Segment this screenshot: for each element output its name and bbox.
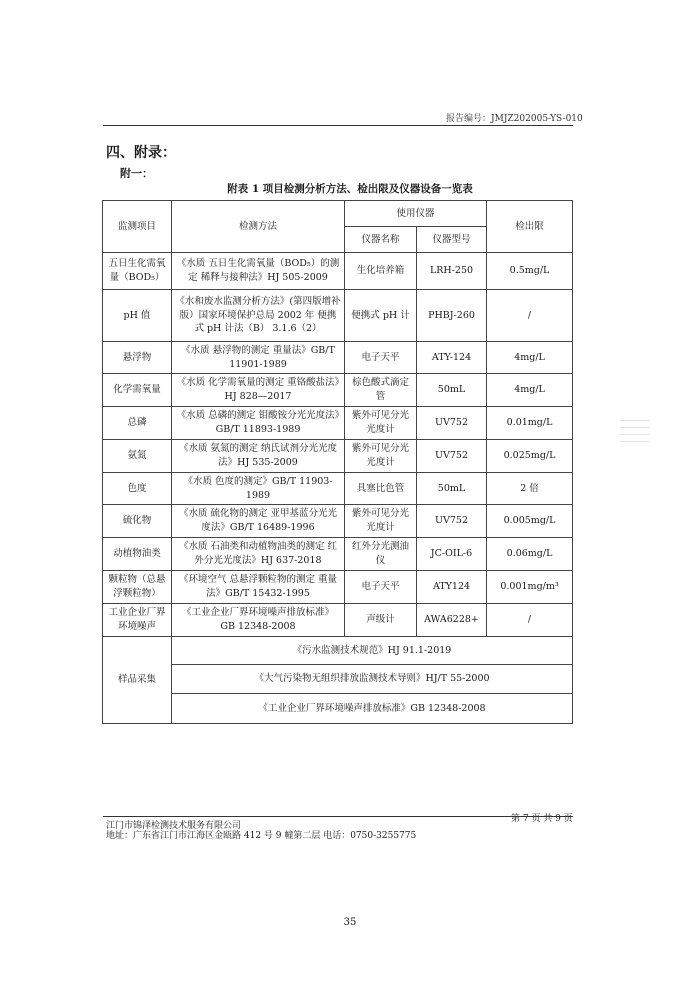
cell-model: 50mL xyxy=(417,374,487,407)
header-detection-limit: 检出限 xyxy=(487,201,573,253)
cell-model: LRH-250 xyxy=(417,253,487,290)
table-row xyxy=(103,440,573,473)
cell-method: 《水质 硫化物的测定 亚甲基蓝分光光度法》GB/T 16489-1996 xyxy=(172,505,345,538)
section-title: 四、附录： xyxy=(106,145,176,161)
sampling-standard: 《污水监测技术规范》HJ 91.1-2019 xyxy=(172,637,573,665)
cell-instrument: 声级计 xyxy=(345,604,417,637)
cell-limit: 0.06mg/L xyxy=(487,538,573,571)
table-caption: 附表 1 项目检测分析方法、检出限及仪器设备一览表 xyxy=(227,183,473,195)
margin-mark xyxy=(620,414,650,454)
header-divider xyxy=(103,125,573,126)
cell-model: ATY-124 xyxy=(417,342,487,374)
cell-item: 总磷 xyxy=(103,407,172,440)
cell-method: 《水质 五日生化需氧量（BOD₅）的测定 稀释与接种法》HJ 505-2009 xyxy=(172,253,345,290)
cell-item: 悬浮物 xyxy=(103,342,172,374)
table-row xyxy=(103,342,573,374)
cell-model: JC-OIL-6 xyxy=(417,538,487,571)
cell-model: PHBJ-260 xyxy=(417,290,487,342)
cell-model: 50mL xyxy=(417,473,487,505)
cell-instrument: 具塞比色管 xyxy=(345,473,417,505)
cell-item: 化学需氧量 xyxy=(103,374,172,407)
cell-limit: 0.5mg/L xyxy=(487,253,573,290)
cell-instrument: 便携式 pH 计 xyxy=(345,290,417,342)
cell-item: 五日生化需氧量（BOD₅） xyxy=(103,253,172,290)
sub-title: 附一： xyxy=(120,167,153,180)
cell-instrument: 紫外可见分光光度计 xyxy=(345,505,417,538)
cell-limit: 4mg/L xyxy=(487,374,573,407)
sampling-standard: 《工业企业厂界环境噪声排放标准》GB 12348-2008 xyxy=(172,694,573,724)
cell-model: UV752 xyxy=(417,407,487,440)
cell-limit: 4mg/L xyxy=(487,342,573,374)
cell-limit: 2 倍 xyxy=(487,473,573,505)
cell-limit: 0.025mg/L xyxy=(487,440,573,473)
cell-instrument: 紫外可见分光光度计 xyxy=(345,440,417,473)
header-instrument-name: 仪器名称 xyxy=(345,227,417,253)
table-row xyxy=(103,571,573,604)
cell-method: 《水和废水监测分析方法》(第四版增补版）国家环境保护总局 2002 年 便携式 pH 计法（B） 3.1.6（2） xyxy=(172,290,345,342)
cell-model: ATY124 xyxy=(417,571,487,604)
cell-limit: / xyxy=(487,604,573,637)
cell-method: 《水质 总磷的测定 钼酸铵分光光度法》GB/T 11893-1989 xyxy=(172,407,345,440)
table-row xyxy=(103,374,573,407)
cell-instrument: 红外分光测油仪 xyxy=(345,538,417,571)
cell-item: 颗粒物（总悬浮颗粒物） xyxy=(103,571,172,604)
table-row xyxy=(103,538,573,571)
header-item: 监测项目 xyxy=(103,201,172,253)
cell-item: pH 值 xyxy=(103,290,172,342)
header-instrument-group: 使用仪器 xyxy=(345,201,487,227)
cell-item: 动植物油类 xyxy=(103,538,172,571)
cell-item: 硫化物 xyxy=(103,505,172,538)
footer-divider xyxy=(103,816,573,817)
cell-instrument: 紫外可见分光光度计 xyxy=(345,407,417,440)
header-method: 检测方法 xyxy=(172,201,345,253)
table-row xyxy=(103,290,573,342)
cell-method: 《水质 氨氮的测定 纳氏试剂分光光度法》HJ 535-2009 xyxy=(172,440,345,473)
cell-item: 色度 xyxy=(103,473,172,505)
cell-method: 《工业企业厂界环境噪声排放标准》GB 12348-2008 xyxy=(172,604,345,637)
cell-limit: 0.01mg/L xyxy=(487,407,573,440)
cell-method: 《环境空气 总悬浮颗粒物的测定 重量法》GB/T 15432-1995 xyxy=(172,571,345,604)
cell-instrument: 棕色酸式滴定管 xyxy=(345,374,417,407)
sampling-row xyxy=(103,665,573,694)
cell-item: 工业企业厂界环境噪声 xyxy=(103,604,172,637)
cell-instrument: 电子天平 xyxy=(345,571,417,604)
cell-item: 氨氮 xyxy=(103,440,172,473)
table-row xyxy=(103,473,573,505)
cell-method: 《水质 色度的测定》GB/T 11903-1989 xyxy=(172,473,345,505)
table-row xyxy=(103,604,573,637)
header-instrument-model: 仪器型号 xyxy=(417,227,487,253)
cell-instrument: 电子天平 xyxy=(345,342,417,374)
cell-model: AWA6228+ xyxy=(417,604,487,637)
cell-method: 《水质 石油类和动植物油类的测定 红外分光光度法》HJ 637-2018 xyxy=(172,538,345,571)
cell-limit: / xyxy=(487,290,573,342)
report-number: 报告编号：JMJZ202005-YS-010 xyxy=(446,114,583,124)
methods-table xyxy=(102,200,573,724)
cell-method: 《水质 化学需氧量的测定 重铬酸盐法》HJ 828—2017 xyxy=(172,374,345,407)
page-number: 35 xyxy=(343,917,357,928)
cell-instrument: 生化培养箱 xyxy=(345,253,417,290)
table-row xyxy=(103,253,573,290)
sampling-row xyxy=(103,694,573,724)
table-row xyxy=(103,505,573,538)
company-name: 江门市锦泽检测技术服务有限公司 xyxy=(106,821,242,831)
page-of-total: 第 7 页 共 9 页 xyxy=(511,814,573,824)
company-address: 地址：广东省江门市江海区金瓯路 412 号 9 幢第二层 电话：0750-3255775 xyxy=(106,831,417,841)
cell-method: 《水质 悬浮物的测定 重量法》GB/T 11901-1989 xyxy=(172,342,345,374)
cell-limit: 0.001mg/m³ xyxy=(487,571,573,604)
table-row xyxy=(103,407,573,440)
sampling-label: 样品采集 xyxy=(103,637,172,724)
sampling-standard: 《大气污染物无组织排放监测技术导则》HJ/T 55-2000 xyxy=(172,665,573,694)
cell-model: UV752 xyxy=(417,505,487,538)
cell-model: UV752 xyxy=(417,440,487,473)
sampling-row xyxy=(103,637,573,665)
cell-limit: 0.005mg/L xyxy=(487,505,573,538)
